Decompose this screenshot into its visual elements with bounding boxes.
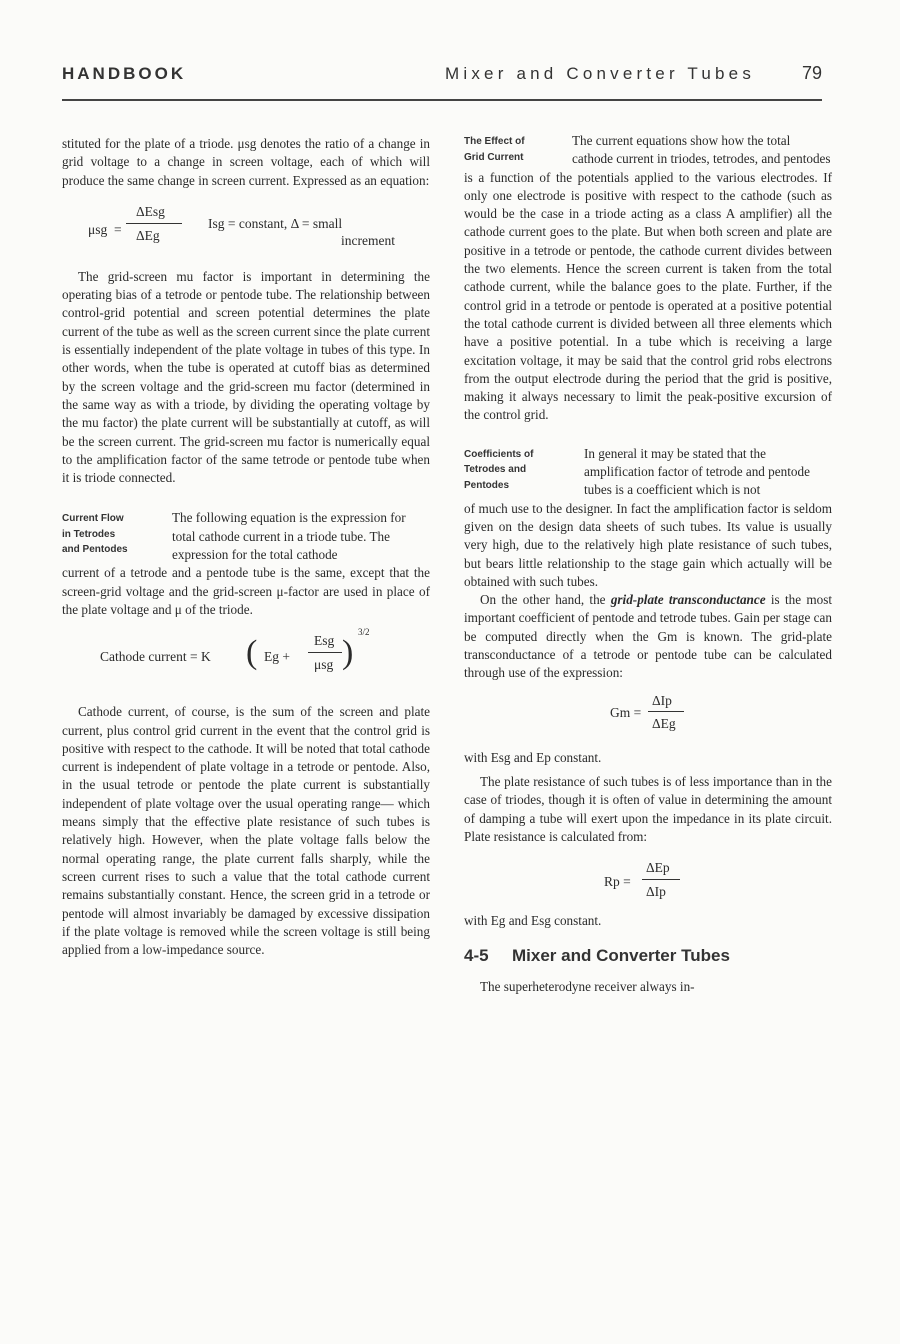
eq-denominator: μsg [314,657,334,673]
paragraph: of much use to the designer. In fact the amplification factor is seldom given on the design data sheets of such tubes. Its value is usually very high, due to the relatively high plate resistance of such tubes, but bears little relationship to the stage gain which actually will be obtained with such tubes. [464,500,832,589]
side-heading: Coefficients of Tetrodes and Pentodes [464,448,534,491]
fraction-bar [642,879,680,880]
eq-term: Eg + [264,649,290,665]
paragraph: In general it may be stated that the amplification factor of tetrode and pentode tubes is a coefficient which is not [584,445,810,498]
paragraph: The current equations show how the total cathode current in triodes, tetrodes, and pentodes [572,133,831,167]
fraction-bar [648,711,684,712]
fraction-bar [126,223,182,224]
eq-denominator: ΔEg [652,715,676,731]
eq-lhs: Gm = [610,704,642,720]
eq-lhs: μsg [88,221,108,237]
paragraph: The plate resistance of such tubes is of less importance than in the case of triodes, though it is often of value in determining the amount of damping a tube will exert upon the impedance in its plate circuit. Plate resistance is calculated from: [464,773,832,844]
subhead-current-flow [62,509,430,564]
paragraph: Cathode current, of course, is the sum of the screen and plate current, plus control grid current in the event that the control grid is positive with respect to the cathode. It will be noted that total cathode current is independent of plate voltage in a tetrode or pentode. Also, in the usual tetrode or pentode the plate current is substantially independent of plate voltage over the usual operating range— which means simply that the effective plate resistance of such tubes is relatively high. However, when the plate voltage falls below the normal operating range, the plate current falls sharply, while the screen current rises to such a value that the total cathode current remains substantially constant. Hence, the screen grid in a tetrode or pentode will almost invariably be damaged by excessive dissipation if the plate voltage is removed while the screen voltage is still being applied from a low-impedance source. [62,704,430,958]
paragraph: current of a tetrode and a pentode tube is the same, except that the screen-grid voltage and the grid-screen μ-factor are used in place of the plate voltage and μ of the triode. [62,565,430,617]
paragraph: The superheterodyne receiver always in- [480,979,695,995]
eq-lhs: Cathode current = K [100,649,211,665]
section-number: 4-5 [464,946,489,966]
section-title: Mixer and Converter Tubes [512,946,730,966]
right-column [464,132,832,997]
paragraph: with Eg and Esg constant. [464,913,602,929]
equation-rp [464,846,832,912]
paragraph: is a function of the potentials applied to the various electrodes. If only one electrode is positive with respect to the cathode (such as would be the case in a triode acting as a class A amplifier) all the cathode current goes to the plate. But when both screen and plate are positive in a tetrode or pentode, the cathode current divides between the two elements. Hence the screen current is taken from the total cathode current, while the balance goes to the plate. Further, if the control grid in a tetrode or pentode is operated at a positive potential the total cathode current is divided between all three elements which have a positive potential. In a tube which is receiving a large excitation voltage, it may be said that the control grid robs electrons from the output electrode during the period that the grid is positive, making it always necessary to limit the peak-positive excursion of the control grid. [464,169,832,423]
chapter-title: Mixer and Converter Tubes [445,64,756,83]
equation-mu-sg: μsg = ΔEsg ΔEg Isg = constant, Δ = small increment [88,203,395,248]
paragraph: On the other hand, the grid-plate transconductance is the most important coefficient of pentode and tetrode tubes. Gain per stage can be computed directly when the Gm is known. The grid-plate transconductance of a tetrode or pentode tube can be calculated through use of the expression: [464,592,833,681]
equation-gm [464,683,832,749]
eq-exponent: 3/2 [358,627,370,638]
paren-open: ( [246,634,258,672]
subhead-grid-current [464,132,832,169]
eq-numerator: Esg [314,633,335,649]
eq-condition-line2: increment [341,232,395,248]
book-title: HANDBOOK [62,64,187,83]
eq-numerator: ΔEsg [136,203,165,219]
section-heading [464,946,832,966]
page-number: 79 [801,63,822,83]
eq-lhs: Rp = [604,874,631,890]
eq-condition: Isg = constant, Δ = small [208,215,343,231]
paragraph: stituted for the plate of a triode. μsg denotes the ratio of a change in grid voltage to a change in screen voltage, each of which will produce the same change in screen current. Expressed as an equation: [62,136,430,188]
eq-denominator: ΔEg [136,227,160,243]
eq-numerator: ΔIp [652,692,672,708]
subhead-coefficients [464,445,832,500]
header-rule [62,99,822,101]
eq-denominator: ΔIp [646,884,666,900]
paragraph: with Esg and Ep constant. [464,749,602,765]
page-header [62,64,822,90]
side-heading: The Effect of Grid Current [464,136,525,163]
paragraph: The following equation is the expression for total cathode current in a triode tube. The expression for the total cathode [172,510,406,563]
equation-cathode-current [62,619,430,703]
side-heading: Current Flow in Tetrodes and Pentodes [62,513,128,556]
paren-close: ) [342,634,354,672]
fraction-bar [308,652,342,653]
left-column [62,135,430,959]
eq-numerator: ΔEp [646,860,670,876]
paragraph: The grid-screen mu factor is important in determining the operating bias of a tetrode or pentode tube. The relationship between control-grid potential and screen potential determines the plate current of the tube as well as the screen current since the plate current is essentially independent of the plate voltage in tubes of this type. In other words, when the tube is operated at cutoff bias as determined by the screen voltage and the grid-screen mu factor (determined in the same way as with a triode, by dividing the operating voltage by the mu factor) the plate current will be substantially at cutoff, as will be the screen current. The grid-screen mu factor is numerically equal to the amplification factor of the same tetrode or pentode tube when it is triode connected. [62,268,430,486]
